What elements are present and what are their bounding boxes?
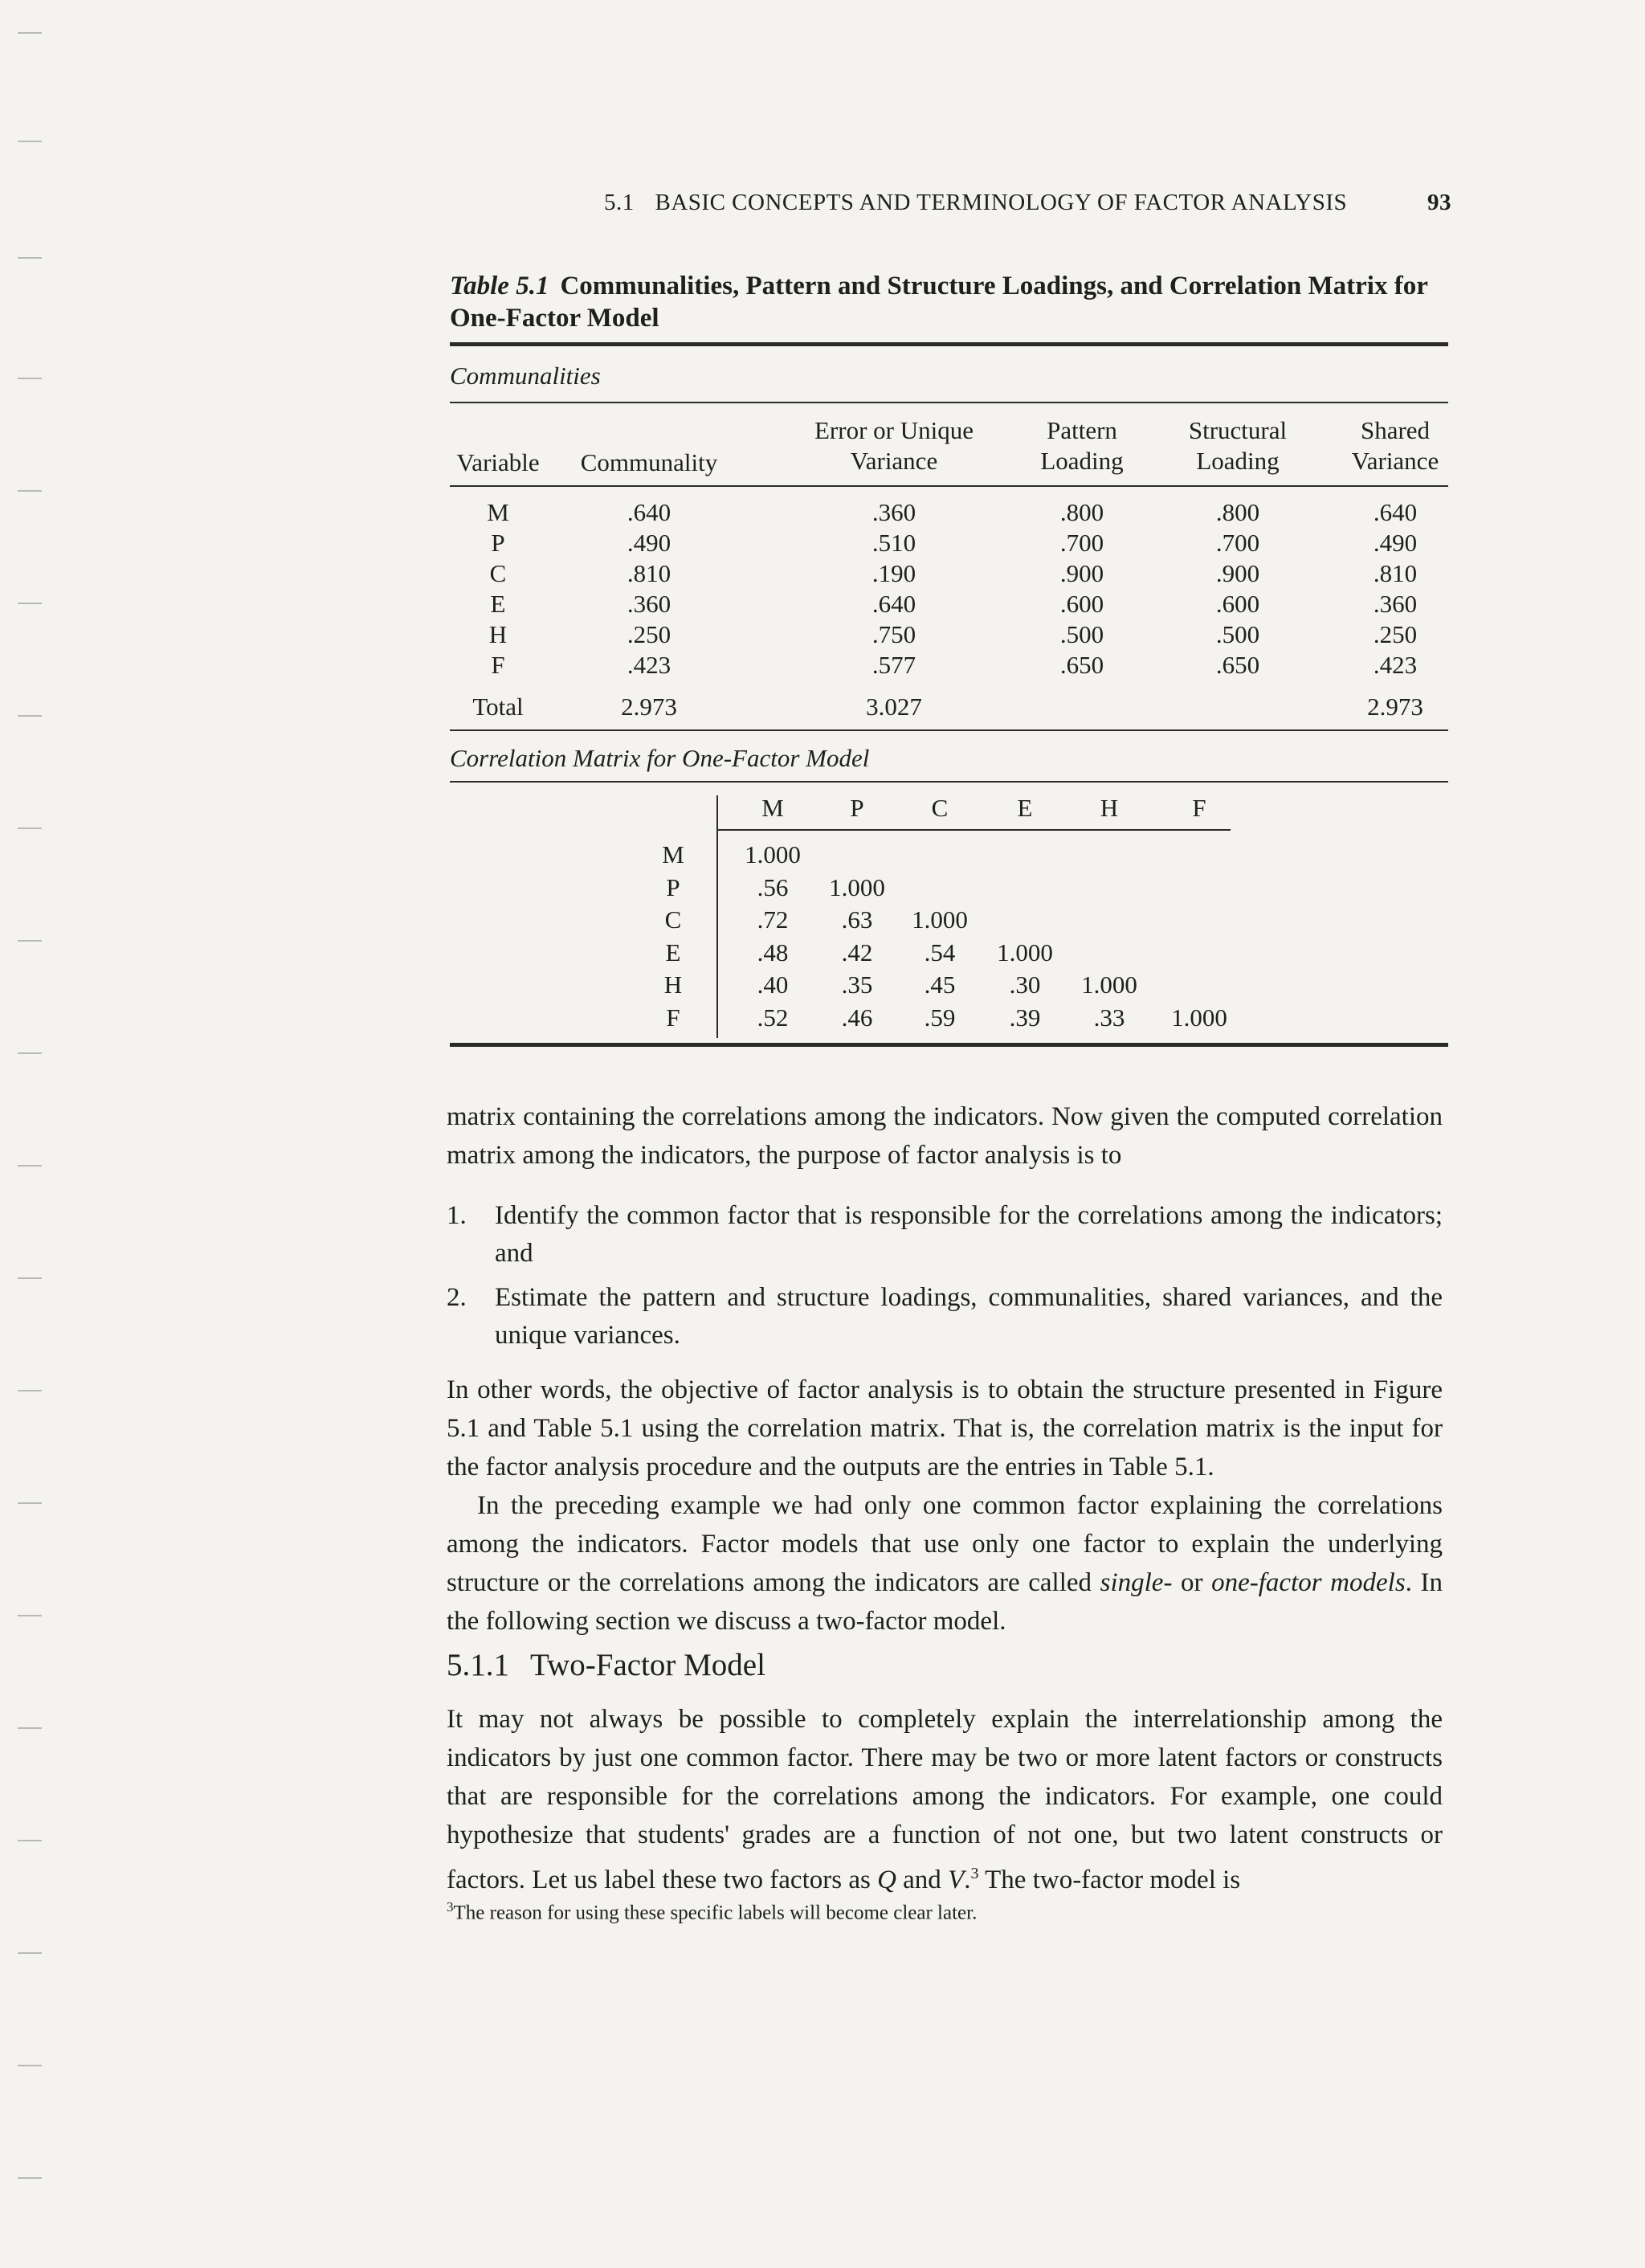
total-communality: 2.973 (621, 693, 677, 721)
cell-unique-variance: .577 (871, 651, 916, 679)
cell-shared-variance: .810 (1373, 559, 1418, 587)
column-header-line: Loading (1040, 447, 1124, 475)
section-heading (447, 1647, 765, 1683)
cell-structural-loading: .650 (1215, 651, 1260, 679)
cell-shared-variance: .490 (1373, 529, 1418, 557)
cell-pattern-loading: .600 (1059, 590, 1104, 618)
cell-shared-variance: .640 (1373, 498, 1418, 526)
total-variable: Total (472, 693, 524, 721)
corr-cell: .35 (841, 971, 873, 999)
cell-variable: F (491, 651, 505, 679)
paragraph-4-text-a: It may not always be possible to completely explain the interrelationship among the indicators by just one common factor. There may be two or more latent factors or constructs that are responsible for the correlations among the indicators. For example, one could hypothesize that students' grades are a function of not one, but two latent constructs or factors. Let us label these two factors as (447, 1705, 1443, 1894)
paragraph-3-term-single: single- (1100, 1568, 1173, 1597)
list-item (447, 1279, 1443, 1355)
list-item-text: Identify the common factor that is responsible for the correlations among the indicators; and (495, 1201, 1443, 1268)
corr-column-header: C (931, 794, 949, 822)
corr-column-header: F (1192, 794, 1206, 822)
cell-structural-loading: .600 (1215, 590, 1260, 618)
column-header-shared-variance (1291, 415, 1500, 476)
list-item-number: 2. (447, 1283, 467, 1312)
corr-cell: .56 (757, 872, 789, 901)
cell-structural-loading: .800 (1215, 498, 1260, 526)
table-caption (450, 270, 1450, 334)
paragraph-3-text-c: . In the following section we discuss a two-factor model. (447, 1568, 1443, 1636)
cell-unique-variance: .510 (871, 529, 916, 557)
corr-cell: .48 (757, 938, 789, 966)
corr-cell: 1.000 (745, 840, 801, 868)
running-head (604, 190, 1451, 216)
list-item (447, 1197, 1443, 1273)
corr-cell: 1.000 (829, 872, 885, 901)
cell-communality: .810 (627, 559, 671, 587)
corr-cell: .54 (924, 938, 956, 966)
cell-shared-variance: .423 (1373, 651, 1418, 679)
cell-pattern-loading: .650 (1059, 651, 1104, 679)
corr-row-label: F (666, 1003, 680, 1032)
column-header-communality (545, 447, 753, 478)
scan-edge-marks (0, 0, 56, 2268)
paragraph-3-text-a: In the preceding example we had only one common factor explaining the correlations among the indicators. Factor models that use only one factor to explain the underlying structure or the correlations among the indicators are called (447, 1491, 1443, 1597)
cell-structural-loading: .500 (1215, 620, 1260, 648)
column-header-line: Variance (850, 447, 938, 475)
cell-communality: .250 (627, 620, 671, 648)
column-header-line: Variable (456, 448, 540, 476)
corr-row-label: P (666, 872, 680, 901)
column-header-line: Loading (1196, 447, 1280, 475)
paragraph-2-3 (447, 1371, 1443, 1641)
corr-top-rule (450, 781, 1448, 783)
table-label: Table 5.1 (450, 272, 549, 300)
total-unique-variance: 3.027 (866, 693, 922, 721)
cell-pattern-loading: .500 (1059, 620, 1104, 648)
footnote-text: The reason for using these specific labels will become clear later. (453, 1902, 978, 1924)
paragraph-2-text: In other words, the objective of factor analysis is to obtain the structure presented in Figure 5.1 and Table 5.1 using the correlation matrix. That is, the correlation matrix is the input for the factor analysis procedure and the outputs are the entries in Table 5.1. (447, 1375, 1443, 1481)
header-top-rule (450, 402, 1448, 403)
cell-structural-loading: .900 (1215, 559, 1260, 587)
paragraph-4 (447, 1700, 1443, 1899)
header-bottom-rule (450, 485, 1448, 487)
communalities-heading: Communalities (450, 362, 601, 390)
purpose-list (447, 1197, 1443, 1355)
column-header-unique-variance (790, 415, 998, 476)
list-item-number: 1. (447, 1201, 467, 1230)
column-header-line: Error or Unique (814, 416, 974, 444)
table-top-rule (450, 342, 1448, 346)
factor-q: Q (877, 1865, 896, 1894)
cell-communality: .423 (627, 651, 671, 679)
paragraph-3 (447, 1486, 1443, 1641)
cell-pattern-loading: .900 (1059, 559, 1104, 587)
corr-cell: .45 (924, 971, 956, 999)
corr-row-label: E (665, 938, 681, 966)
column-header-line: Pattern (1047, 416, 1117, 444)
corr-column-header: M (761, 794, 784, 822)
corr-cell: .52 (757, 1003, 789, 1032)
cell-pattern-loading: .700 (1059, 529, 1104, 557)
corr-header-rule (716, 829, 1231, 831)
cell-shared-variance: .360 (1373, 590, 1418, 618)
column-header-line: Communality (580, 448, 718, 476)
cell-variable: E (490, 590, 506, 618)
cell-unique-variance: .640 (871, 590, 916, 618)
corr-row-label: C (664, 905, 682, 934)
column-header-line: Structural (1188, 416, 1288, 444)
factor-v: V (948, 1865, 965, 1894)
cell-unique-variance: .360 (871, 498, 916, 526)
corr-column-header: E (1017, 794, 1033, 822)
section-number: 5.1.1 (447, 1648, 509, 1682)
page-number: 93 (1427, 190, 1451, 215)
paragraph-1 (447, 1097, 1443, 1175)
paragraph-4-text-b: The two-factor model is (978, 1865, 1241, 1894)
paragraph-3-term-one-factor: one-factor models (1211, 1568, 1406, 1597)
paragraph-4-body (447, 1700, 1443, 1899)
cell-pattern-loading: .800 (1059, 498, 1104, 526)
list-item-text: Estimate the pattern and structure loadings, communalities, shared variances, and the unique variances. (495, 1283, 1443, 1350)
cell-shared-variance: .250 (1373, 620, 1418, 648)
paragraph-3-text-b: or (1172, 1568, 1212, 1597)
corr-cell: .59 (924, 1003, 956, 1032)
running-head-section: 5.1 (604, 190, 635, 215)
corr-cell: .63 (841, 905, 873, 934)
corr-vertical-rule (716, 795, 718, 1038)
correlation-heading: Correlation Matrix for One-Factor Model (450, 744, 870, 772)
corr-cell: 1.000 (1171, 1003, 1227, 1032)
corr-cell: .30 (1009, 971, 1041, 999)
column-header-line: Variance (1351, 447, 1439, 475)
cell-communality: .640 (627, 498, 671, 526)
cell-communality: .490 (627, 529, 671, 557)
corr-cell: .40 (757, 971, 789, 999)
corr-cell: .33 (1093, 1003, 1125, 1032)
corr-cell: 1.000 (997, 938, 1053, 966)
corr-row-label: H (663, 971, 683, 999)
paragraph-4-period: . (964, 1865, 971, 1894)
corr-column-header: H (1100, 794, 1119, 822)
paragraph-4-and: and (896, 1865, 949, 1894)
cell-unique-variance: .750 (871, 620, 916, 648)
cell-structural-loading: .700 (1215, 529, 1260, 557)
cell-unique-variance: .190 (871, 559, 916, 587)
footnote-ref[interactable]: 3 (970, 1865, 979, 1882)
corr-cell: .42 (841, 938, 873, 966)
table-bottom-rule (450, 1043, 1448, 1047)
corr-column-header: P (850, 794, 864, 822)
cell-communality: .360 (627, 590, 671, 618)
corr-cell: 1.000 (1081, 971, 1137, 999)
corr-cell: .46 (841, 1003, 873, 1032)
cell-variable: M (487, 498, 509, 526)
corr-cell: .72 (757, 905, 789, 934)
footnote-mark: 3 (447, 1899, 454, 1915)
cell-variable: P (491, 529, 505, 557)
paragraph-1-text: matrix containing the correlations among the indicators. Now given the computed correlation matrix among the indicators, the purpose of factor analysis is to (447, 1102, 1443, 1170)
corr-cell: 1.000 (912, 905, 968, 934)
cell-variable: H (488, 620, 508, 648)
footnote (447, 1899, 977, 1924)
corr-row-label: M (662, 840, 684, 868)
section-title: Two-Factor Model (530, 1648, 765, 1682)
communalities-bottom-rule (450, 729, 1448, 731)
total-shared-variance: 2.973 (1367, 693, 1423, 721)
column-header-line: Shared (1360, 416, 1431, 444)
running-head-title: BASIC CONCEPTS AND TERMINOLOGY OF FACTOR ANALYSIS (655, 190, 1348, 215)
cell-variable: C (489, 559, 507, 587)
corr-cell: .39 (1009, 1003, 1041, 1032)
table-title: Communalities, Pattern and Structure Loadings, and Correlation Matrix for One-Factor Model (450, 272, 1428, 333)
